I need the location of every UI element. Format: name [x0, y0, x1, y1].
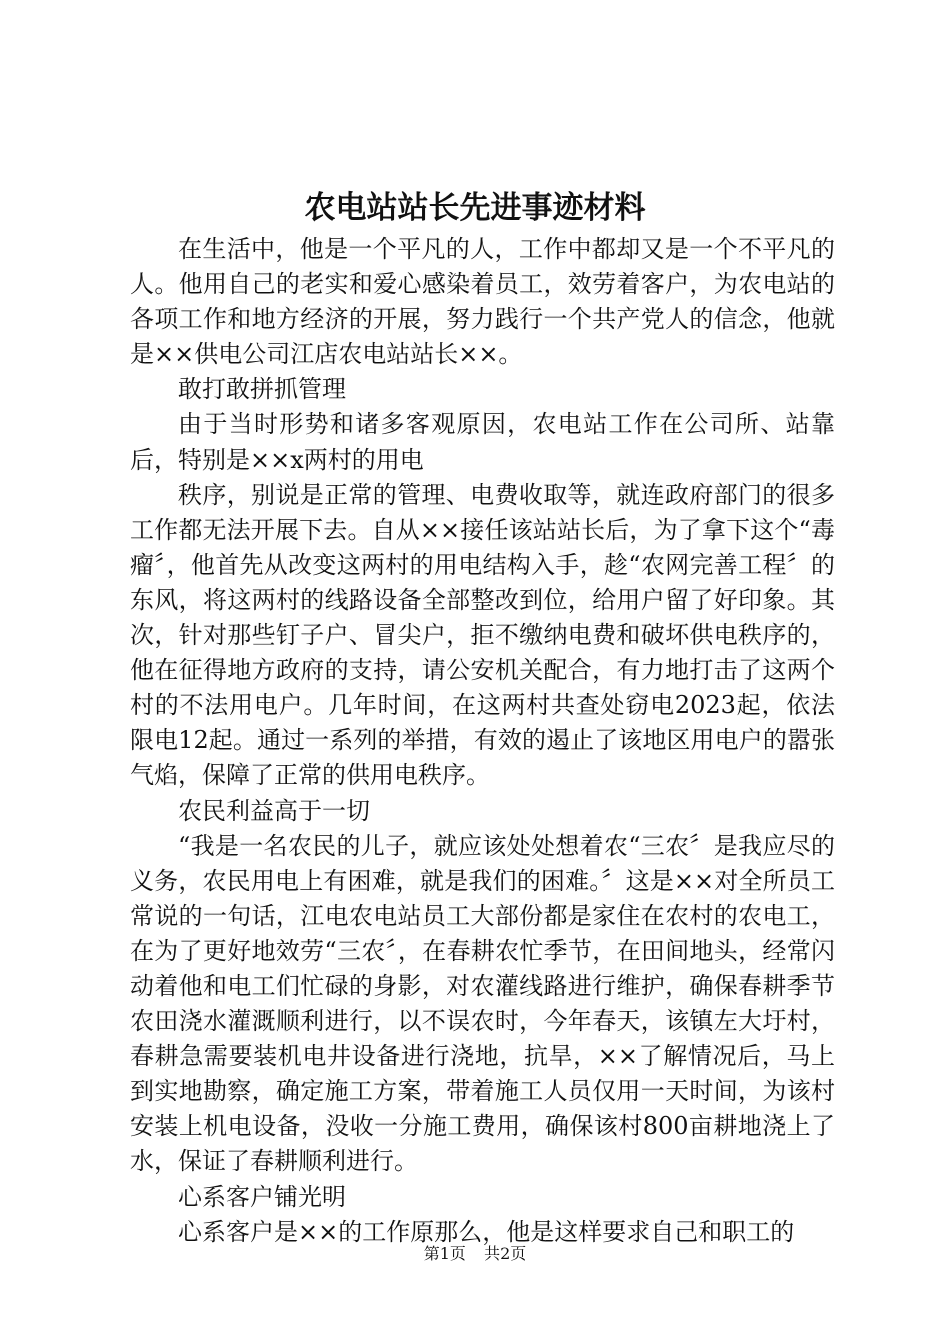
document-body: [130, 232, 835, 1250]
section-heading-management: 敢打敢拼抓管理: [178, 375, 346, 404]
paragraph-customers: 心系客户是××的工作原那么，他是这样要求自己和职工的: [178, 1217, 795, 1246]
page-footer: [0, 1243, 950, 1265]
page-number: 第1页: [423, 1244, 466, 1263]
paragraph-farmers: “我是一名农民的儿子，就应该处处想着农“三农〞是我应尽的义务，农民用电上有困难，就是我们的困难。〞这是××对全所员工常说的一句话，江电农电站员工大部份都是家住在农村的农电工，在为了更好地效劳“三农〞，在春耕农忙季节，在田间地头，经常闪动着他和电工们忙碌的身影，对农灌线路进行维护，确保春耕季节农田浇水灌溉顺利进行，以不误农时，今年春天，该镇左大圩村，春耕急需要装机电井设备进行浇地，抗旱，××了解情况后，马上到实地勘察，确定施工方案，带着施工人员仅用一天时间，为该村安装上机电设备，没收一分施工费用，确保该村800亩耕地浇上了水，保证了春耕顺利进行。: [130, 831, 835, 1176]
paragraph-intro: 在生活中，他是一个平凡的人，工作中都却又是一个不平凡的人。他用自己的老实和爱心感染着员工，效劳着客户，为农电站的各项工作和地方经济的开展，努力践行一个共产党人的信念，他就是××供电公司江店农电站站长××。: [130, 235, 835, 369]
paragraph-background: 由于当时形势和诸多客观原因，农电站工作在公司所、站靠后，特别是××x两村的用电: [130, 410, 835, 474]
section-heading-customers: 心系客户铺光明: [178, 1182, 346, 1211]
document-title: 农电站站长先进事迹材料: [304, 190, 646, 226]
section-heading-farmers: 农民利益高于一切: [178, 796, 370, 825]
paragraph-order: 秩序，别说是正常的管理、电费收取等，就连政府部门的很多工作都无法开展下去。自从××接任该站站长后，为了拿下这个“毒瘤〞，他首先从改变这两村的用电结构入手，趁“农网完善工程〞的东风，将这两村的线路设备全部整改到位，给用户留了好印象。其次，针对那些钉子户、冒尖户，拒不缴纳电费和破坏供电秩序的，他在征得地方政府的支持，请公安机关配合，有力地打击了这两个村的不法用电户。几年时间，在这两村共查处窃电2023起，依法限电12起。通过一系列的举措，有效的遏止了该地区用电户的嚣张气焰，保障了正常的供用电秩序。: [130, 480, 835, 790]
page-total: 共2页: [484, 1244, 527, 1263]
